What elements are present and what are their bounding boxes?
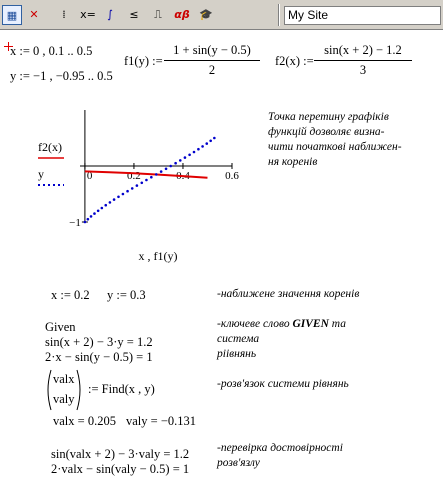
check-note	[217, 441, 343, 471]
site-selector-value: My Site	[288, 8, 329, 22]
series-point-y	[169, 165, 172, 168]
series-point-y	[101, 207, 104, 210]
equation-2[interactable]: 2·x − sin(y − 0.5) = 1	[45, 350, 153, 364]
y-initial-guess[interactable]: y := 0.3	[107, 288, 146, 302]
series-point-y	[193, 151, 196, 154]
approx-note: -наближене значення коренів	[217, 288, 360, 300]
x-range-definition[interactable]: x := 0 , 0.1 .. 0.5	[10, 44, 93, 58]
f2-denominator: 3	[359, 63, 367, 77]
legend-label-y: y	[38, 167, 44, 181]
result-valx[interactable]: valx = 0.205	[53, 414, 116, 428]
check-equation-2[interactable]: 2·valx − sin(valy − 0.5) = 1	[51, 462, 190, 476]
series-point-y	[150, 176, 153, 179]
legend-label-f2: f2(x)	[38, 140, 62, 154]
boolean-palette-icon[interactable]: ≤	[129, 8, 139, 21]
given-keyword[interactable]: Given	[45, 320, 76, 334]
series-point-y	[188, 154, 191, 157]
graph-note	[268, 110, 402, 170]
vector-valy: valy	[53, 392, 75, 406]
series-point-y	[104, 204, 107, 207]
f1-numerator: 1 + sin(y − 0.5)	[164, 43, 260, 61]
series-point-y	[160, 170, 163, 173]
matrix-palette-icon[interactable]: ⁞	[62, 8, 66, 21]
f1-label[interactable]: f1(y) :=	[124, 54, 163, 68]
series-point-y	[109, 201, 112, 204]
check-note-line-2: розв'язлу	[217, 457, 260, 469]
xy-plot[interactable]	[0, 95, 260, 270]
graph-note-line-2: функцій дозволяє визна-	[268, 126, 385, 138]
y-tick-label: −1	[69, 217, 81, 229]
x-tick-label: 0.6	[225, 170, 239, 182]
series-point-y	[136, 184, 139, 187]
calculator-icon[interactable]: ▦	[2, 5, 22, 25]
x-tick-label: 0	[86, 170, 93, 182]
series-point-y	[126, 190, 129, 193]
series-point-y	[113, 198, 116, 201]
solution-vector[interactable]	[44, 368, 84, 412]
check-equation-1[interactable]: sin(valx + 2) − 3·valy = 1.2	[51, 447, 190, 461]
math-toolbar	[0, 0, 443, 30]
given-note-line-1: -ключеве слово GIVEN та	[217, 318, 346, 330]
series-point-y	[179, 159, 182, 162]
series-point-y	[122, 193, 125, 196]
f2-label[interactable]: f2(x) :=	[275, 54, 314, 68]
given-note-line-3: рiівнянь	[217, 348, 257, 360]
series-point-y	[184, 156, 187, 159]
series-point-y	[87, 218, 90, 221]
vector-valx: valx	[53, 372, 75, 386]
series-point-y	[97, 210, 100, 213]
series-point-y	[213, 137, 216, 140]
series-point-y	[90, 215, 93, 218]
graph-note-line-3: чити початкові наближен-	[268, 141, 402, 153]
series-point-y	[197, 148, 200, 151]
series-point-y	[131, 187, 134, 190]
evaluation-palette-icon[interactable]: x=	[80, 8, 96, 21]
given-note-line-2: система	[217, 333, 260, 345]
find-call[interactable]: := Find(x , y)	[88, 382, 155, 396]
graph-note-line-1: Точка перетину графіків	[268, 111, 389, 123]
series-point-y	[117, 196, 120, 199]
graph-note-line-4: ня коренів	[268, 156, 318, 168]
x-tick-label: 0.4	[176, 170, 190, 182]
f2-fraction	[314, 43, 412, 78]
site-selector[interactable]	[284, 6, 441, 25]
series-point-y	[165, 168, 168, 171]
symbolic-palette-icon[interactable]: 🎓	[199, 8, 213, 21]
x-initial-guess[interactable]: x := 0.2	[51, 288, 90, 302]
check-note-line-1: -перевірка достовірності	[217, 442, 343, 454]
calculus-palette-icon[interactable]: ∫	[107, 8, 113, 21]
graph-palette-icon[interactable]: ✕	[29, 8, 39, 21]
series-point-y	[84, 221, 87, 224]
toolbar-separator	[278, 4, 280, 26]
x-tick-label: 0.2	[127, 170, 141, 182]
series-point-y	[209, 140, 212, 143]
f1-denominator: 2	[208, 63, 216, 77]
x-axis-label: x , f1(y)	[138, 249, 178, 263]
given-note	[217, 317, 346, 362]
greek-palette-icon[interactable]: αβ	[174, 8, 190, 21]
programming-palette-icon[interactable]: ⎍	[154, 8, 162, 21]
series-point-y	[155, 173, 158, 176]
series-point-y	[201, 145, 204, 148]
series-point-y	[140, 182, 143, 185]
f2-numerator: sin(x + 2) − 1.2	[314, 43, 412, 61]
y-range-definition[interactable]: y := −1 , −0.95 .. 0.5	[10, 69, 113, 83]
result-valy[interactable]: valy = −0.131	[126, 414, 196, 428]
series-point-y	[145, 179, 148, 182]
find-note: -розв'язок системи рівнянь	[217, 378, 349, 390]
series-point-y	[205, 142, 208, 145]
series-point-y	[174, 162, 177, 165]
f1-fraction	[164, 43, 260, 78]
series-point-y	[93, 212, 96, 215]
equation-1[interactable]: sin(x + 2) − 3·y = 1.2	[45, 335, 153, 349]
